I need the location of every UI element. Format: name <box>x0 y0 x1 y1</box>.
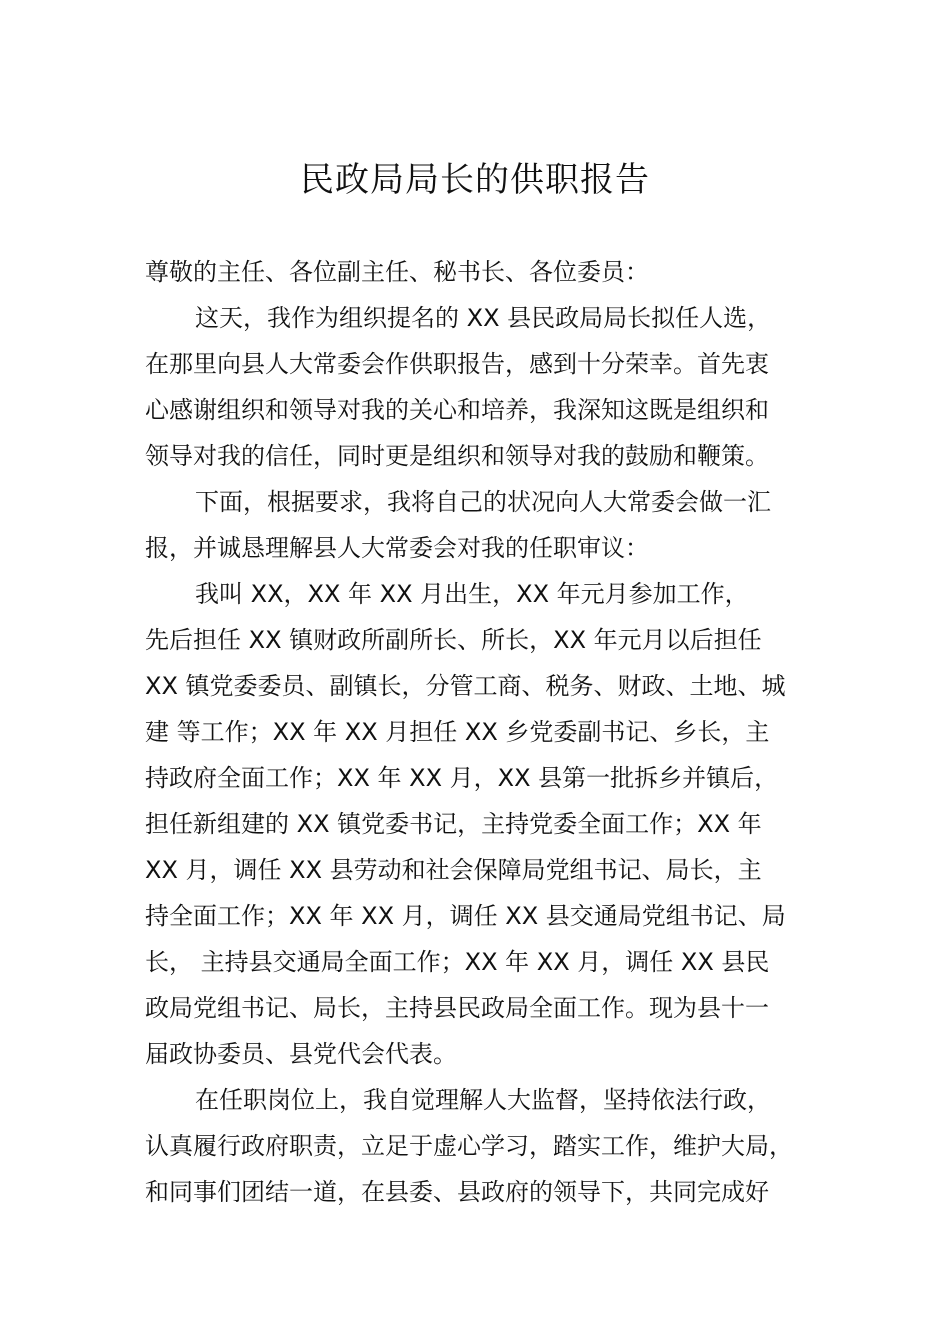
salutation: 尊敬的主任、各位副主任、秘书长、各位委员： <box>145 258 649 286</box>
paragraph-line: 领导对我的信任，同时更是组织和领导对我的鼓励和鞭策。 <box>145 442 769 470</box>
paragraph-line: 持全面工作；XX 年 XX 月，调任 XX 县交通局党组书记、局 <box>145 902 786 930</box>
document-body <box>145 249 835 1215</box>
paragraph-line: 心感谢组织和领导对我的关心和培养，我深知这既是组织和 <box>145 396 769 424</box>
paragraph-line: 持政府全面工作；XX 年 XX 月，XX 县第一批拆乡并镇后， <box>145 764 779 792</box>
paragraph-line: 在任职岗位上，我自觉理解人大监督，坚持依法行政， <box>195 1086 771 1114</box>
paragraph-line: 我叫 XX，XX 年 XX 月出生，XX 年元月参加工作， <box>195 580 749 608</box>
paragraph-line: 届政协委员、县党代会代表。 <box>145 1040 457 1068</box>
paragraph-line: XX 月，调任 XX 县劳动和社会保障局党组书记、局长，主 <box>145 856 762 884</box>
paragraph-line: 在那里向县人大常委会作供职报告，感到十分荣幸。首先衷 <box>145 350 769 378</box>
paragraph-line: 下面，根据要求，我将自己的状况向人大常委会做一汇 <box>195 488 771 516</box>
paragraph-line: 和同事们团结一道，在县委、县政府的领导下，共同完成好 <box>145 1178 769 1206</box>
paragraph-line: 担任新组建的 XX 镇党委书记，主持党委全面工作；XX 年 <box>145 810 762 838</box>
paragraph-line: 认真履行政府职责，立足于虚心学习，踏实工作，维护大局， <box>145 1132 793 1160</box>
paragraph-line: 这天，我作为组织提名的 XX 县民政局局长拟任人选， <box>195 304 772 332</box>
paragraph-line: 报，并诚恳理解县人大常委会对我的任职审议： <box>145 534 649 562</box>
document-title: 民政局局长的供职报告 <box>300 160 650 200</box>
paragraph-line: XX 镇党委委员、副镇长，分管工商、税务、财政、土地、城 <box>145 672 786 700</box>
paragraph-line: 长， 主持县交通局全面工作；XX 年 XX 月，调任 XX 县民 <box>145 948 770 976</box>
paragraph-line: 建 等工作；XX 年 XX 月担任 XX 乡党委副书记、乡长，主 <box>145 718 770 746</box>
paragraph-line: 政局党组书记、局长，主持县民政局全面工作。现为县十一 <box>145 994 769 1022</box>
paragraph-line: 先后担任 XX 镇财政所副所长、所长，XX 年元月以后担任 <box>145 626 762 654</box>
